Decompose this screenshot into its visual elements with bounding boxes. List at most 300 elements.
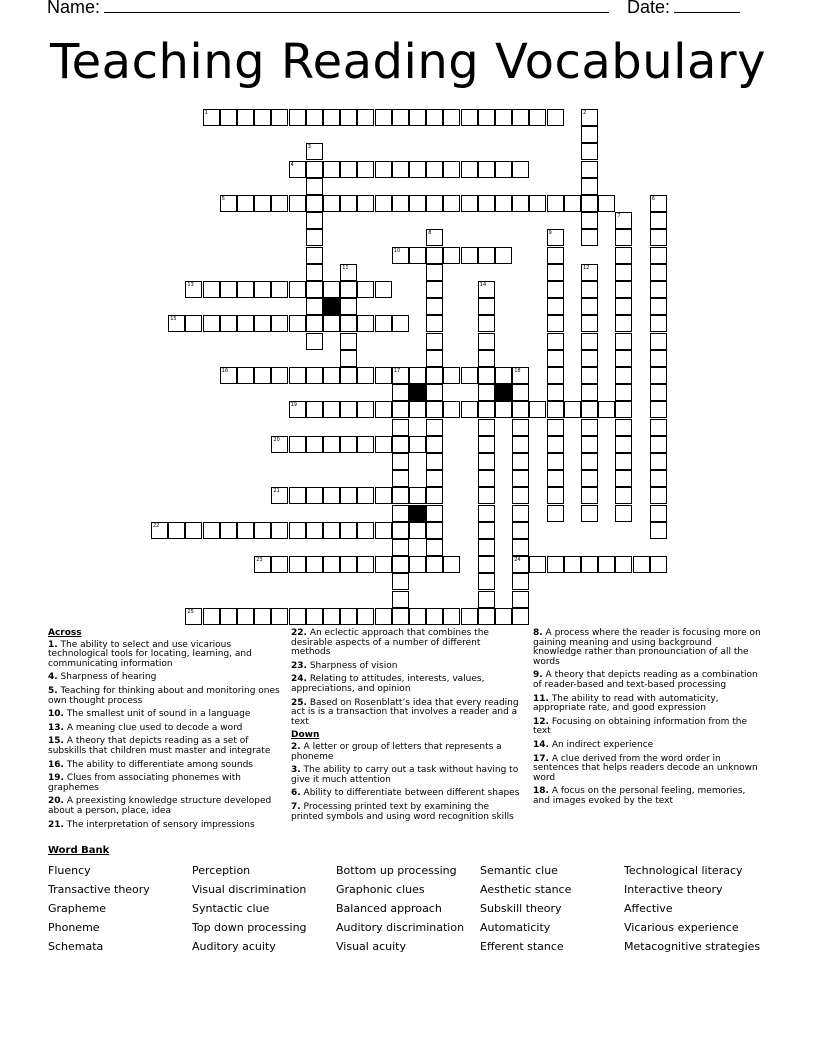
crossword-cell[interactable] bbox=[271, 315, 288, 332]
crossword-cell[interactable] bbox=[650, 195, 667, 212]
crossword-cell[interactable] bbox=[254, 315, 271, 332]
crossword-cell[interactable] bbox=[529, 109, 546, 126]
crossword-cell[interactable] bbox=[564, 556, 581, 573]
crossword-cell[interactable] bbox=[650, 212, 667, 229]
crossword-cell[interactable] bbox=[443, 608, 460, 625]
crossword-cell[interactable] bbox=[478, 487, 495, 504]
crossword-cell[interactable] bbox=[615, 212, 632, 229]
crossword-cell[interactable] bbox=[426, 453, 443, 470]
crossword-cell[interactable] bbox=[237, 281, 254, 298]
crossword-cell[interactable] bbox=[581, 367, 598, 384]
crossword-cell[interactable] bbox=[289, 161, 306, 178]
crossword-cell[interactable] bbox=[547, 247, 564, 264]
crossword-cell[interactable] bbox=[340, 436, 357, 453]
crossword-cell[interactable] bbox=[271, 195, 288, 212]
crossword-cell[interactable] bbox=[461, 367, 478, 384]
crossword-cell[interactable] bbox=[650, 453, 667, 470]
crossword-cell[interactable] bbox=[650, 522, 667, 539]
crossword-cell[interactable] bbox=[650, 384, 667, 401]
crossword-cell[interactable] bbox=[615, 453, 632, 470]
crossword-cell[interactable] bbox=[340, 556, 357, 573]
crossword-cell[interactable] bbox=[547, 333, 564, 350]
crossword-cell[interactable] bbox=[151, 522, 168, 539]
crossword-cell[interactable] bbox=[426, 109, 443, 126]
crossword-cell[interactable] bbox=[443, 109, 460, 126]
crossword-cell[interactable] bbox=[443, 161, 460, 178]
crossword-cell[interactable] bbox=[650, 470, 667, 487]
crossword-cell[interactable] bbox=[203, 281, 220, 298]
crossword-cell[interactable] bbox=[495, 195, 512, 212]
crossword-cell[interactable] bbox=[409, 608, 426, 625]
crossword-cell[interactable] bbox=[289, 281, 306, 298]
crossword-cell[interactable] bbox=[409, 161, 426, 178]
crossword-cell[interactable] bbox=[289, 367, 306, 384]
crossword-cell[interactable] bbox=[306, 298, 323, 315]
crossword-cell[interactable] bbox=[547, 298, 564, 315]
crossword-cell[interactable] bbox=[375, 487, 392, 504]
crossword-cell[interactable] bbox=[495, 109, 512, 126]
crossword-cell[interactable] bbox=[581, 195, 598, 212]
crossword-cell[interactable] bbox=[426, 384, 443, 401]
crossword-cell[interactable] bbox=[271, 487, 288, 504]
crossword-cell[interactable] bbox=[306, 229, 323, 246]
crossword-cell[interactable] bbox=[495, 608, 512, 625]
crossword-cell[interactable] bbox=[461, 109, 478, 126]
crossword-cell[interactable] bbox=[547, 350, 564, 367]
crossword-cell[interactable] bbox=[254, 556, 271, 573]
crossword-cell[interactable] bbox=[478, 161, 495, 178]
crossword-cell[interactable] bbox=[306, 143, 323, 160]
crossword-cell[interactable] bbox=[512, 487, 529, 504]
crossword-cell[interactable] bbox=[271, 608, 288, 625]
crossword-cell[interactable] bbox=[547, 264, 564, 281]
crossword-cell[interactable] bbox=[650, 281, 667, 298]
crossword-cell[interactable] bbox=[392, 419, 409, 436]
crossword-cell[interactable] bbox=[512, 367, 529, 384]
crossword-cell[interactable] bbox=[306, 247, 323, 264]
crossword-cell[interactable] bbox=[650, 367, 667, 384]
crossword-cell[interactable] bbox=[392, 247, 409, 264]
crossword-cell[interactable] bbox=[375, 436, 392, 453]
crossword-cell[interactable] bbox=[237, 367, 254, 384]
crossword-cell[interactable] bbox=[254, 109, 271, 126]
crossword-cell[interactable] bbox=[289, 608, 306, 625]
crossword-cell[interactable] bbox=[357, 367, 374, 384]
crossword-cell[interactable] bbox=[392, 539, 409, 556]
crossword-cell[interactable] bbox=[495, 367, 512, 384]
crossword-cell[interactable] bbox=[289, 401, 306, 418]
crossword-cell[interactable] bbox=[426, 264, 443, 281]
crossword-cell[interactable] bbox=[512, 608, 529, 625]
crossword-cell[interactable] bbox=[220, 367, 237, 384]
crossword-cell[interactable] bbox=[615, 315, 632, 332]
crossword-cell[interactable] bbox=[237, 195, 254, 212]
crossword-cell[interactable] bbox=[426, 419, 443, 436]
crossword-cell[interactable] bbox=[529, 401, 546, 418]
crossword-cell[interactable] bbox=[443, 195, 460, 212]
crossword-cell[interactable] bbox=[203, 315, 220, 332]
crossword-cell[interactable] bbox=[426, 333, 443, 350]
crossword-cell[interactable] bbox=[512, 384, 529, 401]
crossword-cell[interactable] bbox=[478, 401, 495, 418]
crossword-cell[interactable] bbox=[615, 229, 632, 246]
crossword-cell[interactable] bbox=[633, 556, 650, 573]
crossword-cell[interactable] bbox=[289, 487, 306, 504]
crossword-cell[interactable] bbox=[650, 436, 667, 453]
crossword-cell[interactable] bbox=[426, 401, 443, 418]
crossword-cell[interactable] bbox=[426, 195, 443, 212]
crossword-cell[interactable] bbox=[650, 487, 667, 504]
crossword-cell[interactable] bbox=[340, 401, 357, 418]
crossword-cell[interactable] bbox=[478, 350, 495, 367]
crossword-cell[interactable] bbox=[357, 109, 374, 126]
crossword-cell[interactable] bbox=[375, 522, 392, 539]
crossword-cell[interactable] bbox=[581, 436, 598, 453]
crossword-cell[interactable] bbox=[306, 367, 323, 384]
crossword-cell[interactable] bbox=[615, 367, 632, 384]
crossword-cell[interactable] bbox=[375, 556, 392, 573]
crossword-cell[interactable] bbox=[306, 264, 323, 281]
crossword-cell[interactable] bbox=[323, 401, 340, 418]
crossword-cell[interactable] bbox=[650, 247, 667, 264]
crossword-cell[interactable] bbox=[650, 315, 667, 332]
crossword-cell[interactable] bbox=[495, 401, 512, 418]
crossword-cell[interactable] bbox=[564, 195, 581, 212]
crossword-cell[interactable] bbox=[478, 436, 495, 453]
crossword-cell[interactable] bbox=[323, 556, 340, 573]
crossword-cell[interactable] bbox=[547, 109, 564, 126]
crossword-cell[interactable] bbox=[598, 556, 615, 573]
crossword-cell[interactable] bbox=[306, 487, 323, 504]
crossword-cell[interactable] bbox=[340, 315, 357, 332]
crossword-cell[interactable] bbox=[615, 264, 632, 281]
crossword-cell[interactable] bbox=[650, 229, 667, 246]
crossword-cell[interactable] bbox=[461, 247, 478, 264]
crossword-cell[interactable] bbox=[598, 401, 615, 418]
crossword-cell[interactable] bbox=[478, 573, 495, 590]
crossword-cell[interactable] bbox=[426, 487, 443, 504]
crossword-cell[interactable] bbox=[220, 109, 237, 126]
crossword-cell[interactable] bbox=[323, 281, 340, 298]
crossword-cell[interactable] bbox=[306, 109, 323, 126]
crossword-cell[interactable] bbox=[271, 281, 288, 298]
crossword-cell[interactable] bbox=[237, 109, 254, 126]
crossword-cell[interactable] bbox=[650, 333, 667, 350]
crossword-cell[interactable] bbox=[289, 109, 306, 126]
crossword-cell[interactable] bbox=[409, 109, 426, 126]
crossword-cell[interactable] bbox=[185, 315, 202, 332]
crossword-cell[interactable] bbox=[323, 315, 340, 332]
crossword-cell[interactable] bbox=[478, 333, 495, 350]
crossword-cell[interactable] bbox=[409, 522, 426, 539]
crossword-cell[interactable] bbox=[547, 229, 564, 246]
crossword-cell[interactable] bbox=[254, 281, 271, 298]
crossword-cell[interactable] bbox=[185, 281, 202, 298]
crossword-cell[interactable] bbox=[220, 608, 237, 625]
crossword-cell[interactable] bbox=[478, 384, 495, 401]
crossword-cell[interactable] bbox=[392, 453, 409, 470]
crossword-cell[interactable] bbox=[409, 487, 426, 504]
crossword-cell[interactable] bbox=[392, 470, 409, 487]
crossword-cell[interactable] bbox=[306, 608, 323, 625]
crossword-cell[interactable] bbox=[392, 487, 409, 504]
crossword-cell[interactable] bbox=[203, 522, 220, 539]
crossword-cell[interactable] bbox=[340, 350, 357, 367]
crossword-cell[interactable] bbox=[478, 281, 495, 298]
crossword-cell[interactable] bbox=[581, 229, 598, 246]
crossword-cell[interactable] bbox=[547, 401, 564, 418]
crossword-cell[interactable] bbox=[306, 436, 323, 453]
crossword-cell[interactable] bbox=[254, 367, 271, 384]
crossword-cell[interactable] bbox=[357, 608, 374, 625]
crossword-cell[interactable] bbox=[512, 419, 529, 436]
crossword-cell[interactable] bbox=[547, 453, 564, 470]
crossword-cell[interactable] bbox=[323, 109, 340, 126]
crossword-cell[interactable] bbox=[478, 247, 495, 264]
crossword-cell[interactable] bbox=[357, 195, 374, 212]
crossword-cell[interactable] bbox=[581, 161, 598, 178]
crossword-cell[interactable] bbox=[512, 161, 529, 178]
crossword-cell[interactable] bbox=[443, 247, 460, 264]
crossword-cell[interactable] bbox=[426, 505, 443, 522]
crossword-cell[interactable] bbox=[615, 401, 632, 418]
crossword-cell[interactable] bbox=[357, 401, 374, 418]
crossword-cell[interactable] bbox=[271, 556, 288, 573]
crossword-cell[interactable] bbox=[340, 161, 357, 178]
crossword-cell[interactable] bbox=[529, 556, 546, 573]
crossword-cell[interactable] bbox=[426, 539, 443, 556]
crossword-cell[interactable] bbox=[323, 608, 340, 625]
crossword-cell[interactable] bbox=[392, 367, 409, 384]
crossword-cell[interactable] bbox=[461, 608, 478, 625]
crossword-cell[interactable] bbox=[581, 264, 598, 281]
crossword-cell[interactable] bbox=[426, 350, 443, 367]
crossword-cell[interactable] bbox=[512, 522, 529, 539]
crossword-cell[interactable] bbox=[495, 247, 512, 264]
crossword-cell[interactable] bbox=[375, 161, 392, 178]
crossword-cell[interactable] bbox=[650, 264, 667, 281]
crossword-cell[interactable] bbox=[357, 315, 374, 332]
crossword-cell[interactable] bbox=[271, 109, 288, 126]
crossword-cell[interactable] bbox=[306, 401, 323, 418]
crossword-cell[interactable] bbox=[271, 522, 288, 539]
crossword-cell[interactable] bbox=[323, 436, 340, 453]
crossword-cell[interactable] bbox=[203, 109, 220, 126]
crossword-cell[interactable] bbox=[392, 505, 409, 522]
crossword-cell[interactable] bbox=[306, 178, 323, 195]
crossword-cell[interactable] bbox=[289, 436, 306, 453]
crossword-cell[interactable] bbox=[478, 367, 495, 384]
crossword-cell[interactable] bbox=[478, 539, 495, 556]
crossword-cell[interactable] bbox=[547, 505, 564, 522]
crossword-cell[interactable] bbox=[478, 453, 495, 470]
crossword-cell[interactable] bbox=[581, 126, 598, 143]
crossword-cell[interactable] bbox=[220, 281, 237, 298]
crossword-cell[interactable] bbox=[581, 419, 598, 436]
crossword-cell[interactable] bbox=[478, 470, 495, 487]
crossword-cell[interactable] bbox=[512, 401, 529, 418]
crossword-cell[interactable] bbox=[254, 608, 271, 625]
crossword-cell[interactable] bbox=[547, 315, 564, 332]
crossword-cell[interactable] bbox=[323, 367, 340, 384]
crossword-cell[interactable] bbox=[409, 401, 426, 418]
crossword-cell[interactable] bbox=[581, 109, 598, 126]
crossword-cell[interactable] bbox=[220, 522, 237, 539]
crossword-cell[interactable] bbox=[461, 195, 478, 212]
crossword-cell[interactable] bbox=[581, 453, 598, 470]
crossword-cell[interactable] bbox=[478, 505, 495, 522]
crossword-cell[interactable] bbox=[409, 436, 426, 453]
crossword-cell[interactable] bbox=[185, 608, 202, 625]
crossword-cell[interactable] bbox=[598, 195, 615, 212]
crossword-cell[interactable] bbox=[512, 505, 529, 522]
crossword-cell[interactable] bbox=[426, 470, 443, 487]
crossword-cell[interactable] bbox=[237, 608, 254, 625]
crossword-cell[interactable] bbox=[357, 161, 374, 178]
crossword-cell[interactable] bbox=[392, 195, 409, 212]
crossword-cell[interactable] bbox=[650, 419, 667, 436]
crossword-cell[interactable] bbox=[512, 539, 529, 556]
crossword-cell[interactable] bbox=[392, 384, 409, 401]
crossword-cell[interactable] bbox=[271, 436, 288, 453]
crossword-cell[interactable] bbox=[306, 195, 323, 212]
crossword-cell[interactable] bbox=[495, 161, 512, 178]
crossword-cell[interactable] bbox=[392, 556, 409, 573]
crossword-cell[interactable] bbox=[289, 522, 306, 539]
crossword-cell[interactable] bbox=[650, 350, 667, 367]
crossword-cell[interactable] bbox=[306, 522, 323, 539]
crossword-cell[interactable] bbox=[392, 161, 409, 178]
crossword-cell[interactable] bbox=[426, 556, 443, 573]
crossword-cell[interactable] bbox=[357, 556, 374, 573]
crossword-cell[interactable] bbox=[392, 522, 409, 539]
crossword-cell[interactable] bbox=[392, 573, 409, 590]
crossword-cell[interactable] bbox=[478, 298, 495, 315]
crossword-cell[interactable] bbox=[323, 522, 340, 539]
crossword-cell[interactable] bbox=[306, 333, 323, 350]
crossword-cell[interactable] bbox=[478, 315, 495, 332]
crossword-cell[interactable] bbox=[615, 350, 632, 367]
crossword-cell[interactable] bbox=[306, 212, 323, 229]
crossword-cell[interactable] bbox=[650, 298, 667, 315]
crossword-cell[interactable] bbox=[615, 247, 632, 264]
crossword-cell[interactable] bbox=[254, 195, 271, 212]
crossword-cell[interactable] bbox=[547, 281, 564, 298]
crossword-cell[interactable] bbox=[615, 487, 632, 504]
crossword-cell[interactable] bbox=[615, 470, 632, 487]
crossword-cell[interactable] bbox=[426, 247, 443, 264]
crossword-cell[interactable] bbox=[237, 522, 254, 539]
crossword-cell[interactable] bbox=[340, 367, 357, 384]
crossword-cell[interactable] bbox=[581, 556, 598, 573]
crossword-cell[interactable] bbox=[512, 573, 529, 590]
crossword-cell[interactable] bbox=[392, 109, 409, 126]
crossword-cell[interactable] bbox=[375, 367, 392, 384]
crossword-cell[interactable] bbox=[581, 143, 598, 160]
crossword-cell[interactable] bbox=[306, 556, 323, 573]
crossword-cell[interactable] bbox=[478, 109, 495, 126]
crossword-cell[interactable] bbox=[581, 315, 598, 332]
crossword-cell[interactable] bbox=[340, 195, 357, 212]
crossword-cell[interactable] bbox=[512, 195, 529, 212]
crossword-cell[interactable] bbox=[426, 608, 443, 625]
crossword-cell[interactable] bbox=[375, 109, 392, 126]
crossword-cell[interactable] bbox=[547, 384, 564, 401]
crossword-cell[interactable] bbox=[426, 298, 443, 315]
crossword-cell[interactable] bbox=[426, 161, 443, 178]
crossword-cell[interactable] bbox=[529, 195, 546, 212]
crossword-cell[interactable] bbox=[615, 419, 632, 436]
crossword-cell[interactable] bbox=[426, 281, 443, 298]
crossword-cell[interactable] bbox=[220, 315, 237, 332]
crossword-cell[interactable] bbox=[306, 281, 323, 298]
crossword-cell[interactable] bbox=[650, 401, 667, 418]
crossword-cell[interactable] bbox=[478, 419, 495, 436]
crossword-cell[interactable] bbox=[615, 384, 632, 401]
crossword-cell[interactable] bbox=[323, 161, 340, 178]
crossword-cell[interactable] bbox=[615, 333, 632, 350]
crossword-cell[interactable] bbox=[581, 505, 598, 522]
crossword-cell[interactable] bbox=[581, 487, 598, 504]
crossword-cell[interactable] bbox=[289, 315, 306, 332]
crossword-cell[interactable] bbox=[547, 195, 564, 212]
crossword-cell[interactable] bbox=[443, 367, 460, 384]
crossword-cell[interactable] bbox=[375, 315, 392, 332]
crossword-cell[interactable] bbox=[392, 608, 409, 625]
crossword-cell[interactable] bbox=[220, 195, 237, 212]
crossword-cell[interactable] bbox=[203, 608, 220, 625]
crossword-cell[interactable] bbox=[478, 522, 495, 539]
crossword-cell[interactable] bbox=[581, 212, 598, 229]
crossword-cell[interactable] bbox=[375, 608, 392, 625]
crossword-cell[interactable] bbox=[581, 298, 598, 315]
crossword-cell[interactable] bbox=[409, 367, 426, 384]
crossword-cell[interactable] bbox=[512, 453, 529, 470]
crossword-cell[interactable] bbox=[547, 419, 564, 436]
crossword-cell[interactable] bbox=[426, 229, 443, 246]
crossword-cell[interactable] bbox=[375, 195, 392, 212]
crossword-cell[interactable] bbox=[461, 161, 478, 178]
crossword-cell[interactable] bbox=[375, 401, 392, 418]
crossword-cell[interactable] bbox=[357, 436, 374, 453]
crossword-cell[interactable] bbox=[443, 556, 460, 573]
crossword-cell[interactable] bbox=[461, 401, 478, 418]
crossword-cell[interactable] bbox=[478, 608, 495, 625]
crossword-cell[interactable] bbox=[289, 195, 306, 212]
crossword-cell[interactable] bbox=[340, 608, 357, 625]
crossword-cell[interactable] bbox=[168, 522, 185, 539]
crossword-cell[interactable] bbox=[547, 436, 564, 453]
crossword-cell[interactable] bbox=[357, 522, 374, 539]
crossword-cell[interactable] bbox=[392, 315, 409, 332]
crossword-cell[interactable] bbox=[547, 470, 564, 487]
crossword-cell[interactable] bbox=[375, 281, 392, 298]
crossword-cell[interactable] bbox=[478, 556, 495, 573]
crossword-cell[interactable] bbox=[289, 556, 306, 573]
crossword-cell[interactable] bbox=[547, 556, 564, 573]
crossword-cell[interactable] bbox=[478, 195, 495, 212]
crossword-cell[interactable] bbox=[512, 591, 529, 608]
crossword-cell[interactable] bbox=[426, 367, 443, 384]
crossword-cell[interactable] bbox=[271, 367, 288, 384]
crossword-cell[interactable] bbox=[512, 109, 529, 126]
crossword-cell[interactable] bbox=[409, 247, 426, 264]
crossword-cell[interactable] bbox=[357, 281, 374, 298]
crossword-cell[interactable] bbox=[615, 436, 632, 453]
crossword-cell[interactable] bbox=[443, 401, 460, 418]
crossword-cell[interactable] bbox=[650, 505, 667, 522]
crossword-cell[interactable] bbox=[581, 401, 598, 418]
